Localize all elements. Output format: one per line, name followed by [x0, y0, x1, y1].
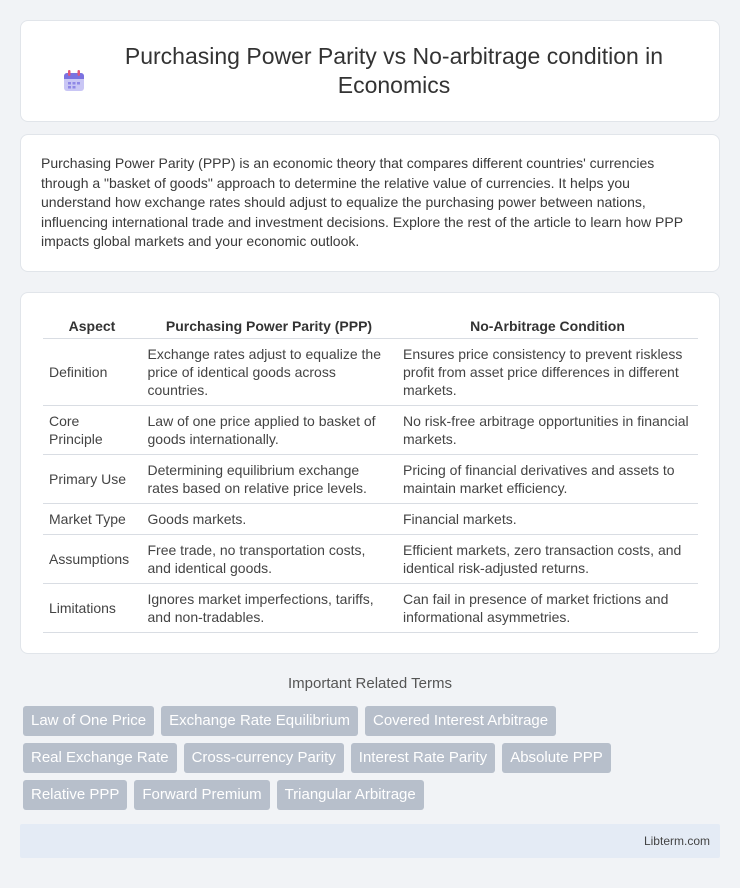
tag-covered-interest-arbitrage[interactable]: Covered Interest Arbitrage — [365, 706, 556, 736]
row-aspect: Core Principle — [43, 405, 141, 454]
comparison-card — [20, 292, 720, 654]
tag-absolute-ppp[interactable]: Absolute PPP — [502, 743, 611, 773]
tag-cross-currency-parity[interactable]: Cross-currency Parity — [184, 743, 344, 773]
table-row — [43, 405, 698, 454]
tag-interest-rate-parity[interactable]: Interest Rate Parity — [351, 743, 495, 773]
tag-real-exchange-rate[interactable]: Real Exchange Rate — [23, 743, 177, 773]
row-no-arbitrage: Financial markets. — [397, 503, 698, 534]
row-no-arbitrage: Can fail in presence of market frictions and informational asymmetries. — [397, 583, 698, 632]
tag-row — [23, 743, 723, 773]
tag-forward-premium[interactable]: Forward Premium — [134, 780, 269, 810]
table-row — [43, 454, 698, 503]
row-aspect: Assumptions — [43, 534, 141, 583]
tag-triangular-arbitrage[interactable]: Triangular Arbitrage — [277, 780, 424, 810]
header-aspect: Aspect — [43, 312, 141, 338]
table-row — [43, 503, 698, 534]
table-row — [43, 534, 698, 583]
row-no-arbitrage: Pricing of financial derivatives and assets to maintain market efficiency. — [397, 454, 698, 503]
row-no-arbitrage: Ensures price consistency to prevent riskless profit from asset price differences in different markets. — [397, 338, 698, 405]
table-row — [43, 338, 698, 405]
footer — [20, 824, 720, 858]
related-terms-title: Important Related Terms — [288, 675, 452, 692]
tag-relative-ppp[interactable]: Relative PPP — [23, 780, 127, 810]
row-aspect: Definition — [43, 338, 141, 405]
row-ppp: Ignores market imperfections, tariffs, and non-tradables. — [141, 583, 397, 632]
related-terms — [23, 706, 723, 817]
row-ppp: Exchange rates adjust to equalize the price of identical goods across countries. — [141, 338, 397, 405]
row-aspect: Primary Use — [43, 454, 141, 503]
comparison-table — [43, 312, 698, 633]
row-ppp: Law of one price applied to basket of goods internationally. — [141, 405, 397, 454]
title-inner — [50, 42, 690, 100]
intro-text: Purchasing Power Parity (PPP) is an economic theory that compares different countries' currencies through a "basket of goods" approach to determine the relative value of currencies. It helps you understand how exchange rates should adjust to equalize the purchasing power between nations, influencing international trade and investment decisions. Explore the rest of the article to learn how PPP impacts global markets and your economic outlook. — [41, 155, 683, 250]
row-ppp: Free trade, no transportation costs, and identical goods. — [141, 534, 397, 583]
tag-law-of-one-price[interactable]: Law of One Price — [23, 706, 154, 736]
title-card — [20, 20, 720, 122]
row-no-arbitrage: No risk-free arbitrage opportunities in financial markets. — [397, 405, 698, 454]
footer-site-link[interactable]: Libterm.com — [643, 834, 710, 848]
row-ppp: Goods markets. — [141, 503, 397, 534]
table-header-row — [43, 312, 698, 338]
tag-exchange-rate-equilibrium[interactable]: Exchange Rate Equilibrium — [161, 706, 358, 736]
page-title: Purchasing Power Parity vs No-arbitrage condition in Economics — [124, 43, 664, 98]
header-ppp: Purchasing Power Parity (PPP) — [141, 312, 397, 338]
row-no-arbitrage: Efficient markets, zero transaction costs, and identical risk-adjusted returns. — [397, 534, 698, 583]
row-aspect: Market Type — [43, 503, 141, 534]
row-ppp: Determining equilibrium exchange rates based on relative price levels. — [141, 454, 397, 503]
tag-row — [23, 706, 723, 736]
header-no-arbitrage: No-Arbitrage Condition — [397, 312, 698, 338]
row-aspect: Limitations — [43, 583, 141, 632]
table-row — [43, 583, 698, 632]
calendar-icon — [61, 68, 87, 94]
intro-card — [20, 134, 720, 272]
tag-row — [23, 780, 723, 810]
